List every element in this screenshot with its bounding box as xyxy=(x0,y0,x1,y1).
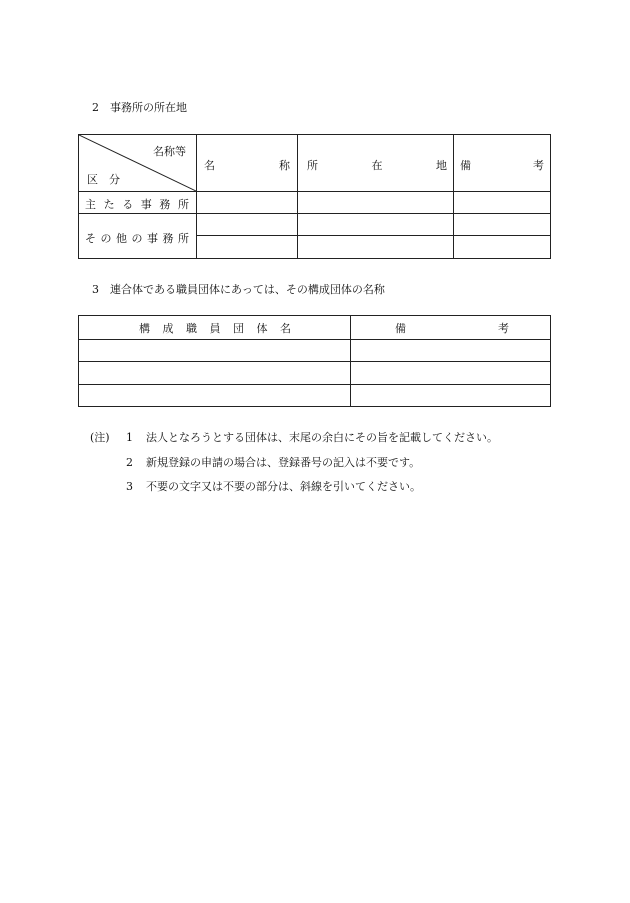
table-divider xyxy=(79,213,550,214)
note-item xyxy=(126,478,421,494)
note-text: 不要の文字又は不要の部分は、斜線を引いてください。 xyxy=(146,480,421,493)
section-2-heading xyxy=(92,99,187,115)
col-header-location: 所 在 地 xyxy=(307,159,447,172)
notes-prefix: (注) xyxy=(90,431,110,444)
table-divider xyxy=(453,135,454,258)
header-diag-top: 名称等 xyxy=(153,145,186,158)
col-header-remarks: 備 考 xyxy=(460,159,544,172)
table-divider xyxy=(196,235,550,236)
row-label-other-offices: そ の 他 の 事 務 所 xyxy=(85,232,189,245)
row-label-main-office: 主 た る 事 務 所 xyxy=(85,198,189,211)
section-3-heading xyxy=(92,281,385,297)
note-item xyxy=(126,454,420,470)
section-3-title: 連合体である職員団体にあっては、その構成団体の名称 xyxy=(110,283,385,296)
table-divider xyxy=(79,191,550,192)
section-2-title: 事務所の所在地 xyxy=(110,101,187,114)
section-2-number: 2 xyxy=(92,101,99,114)
note-number: 2 xyxy=(126,456,133,469)
col-header-name: 名 称 xyxy=(204,159,290,172)
member-groups-table xyxy=(78,315,551,407)
note-number: 3 xyxy=(126,480,133,493)
header-diag-bottom: 区 分 xyxy=(87,173,120,186)
section-3-number: 3 xyxy=(92,283,99,296)
note-item xyxy=(90,429,498,445)
table-divider xyxy=(297,135,298,258)
col-header-remarks-2: 備 考 xyxy=(395,322,509,335)
note-text: 法人となろうとする団体は、末尾の余白にその旨を記載してください。 xyxy=(146,431,498,444)
table-divider xyxy=(79,339,550,340)
table-divider xyxy=(196,135,197,258)
note-number: 1 xyxy=(126,431,133,444)
table-divider xyxy=(79,384,550,385)
table-divider xyxy=(79,361,550,362)
col-header-group-name: 構 成 職 員 団 体 名 xyxy=(139,322,291,335)
note-text: 新規登録の申請の場合は、登録番号の記入は不要です。 xyxy=(146,456,421,469)
office-location-table xyxy=(78,134,551,259)
